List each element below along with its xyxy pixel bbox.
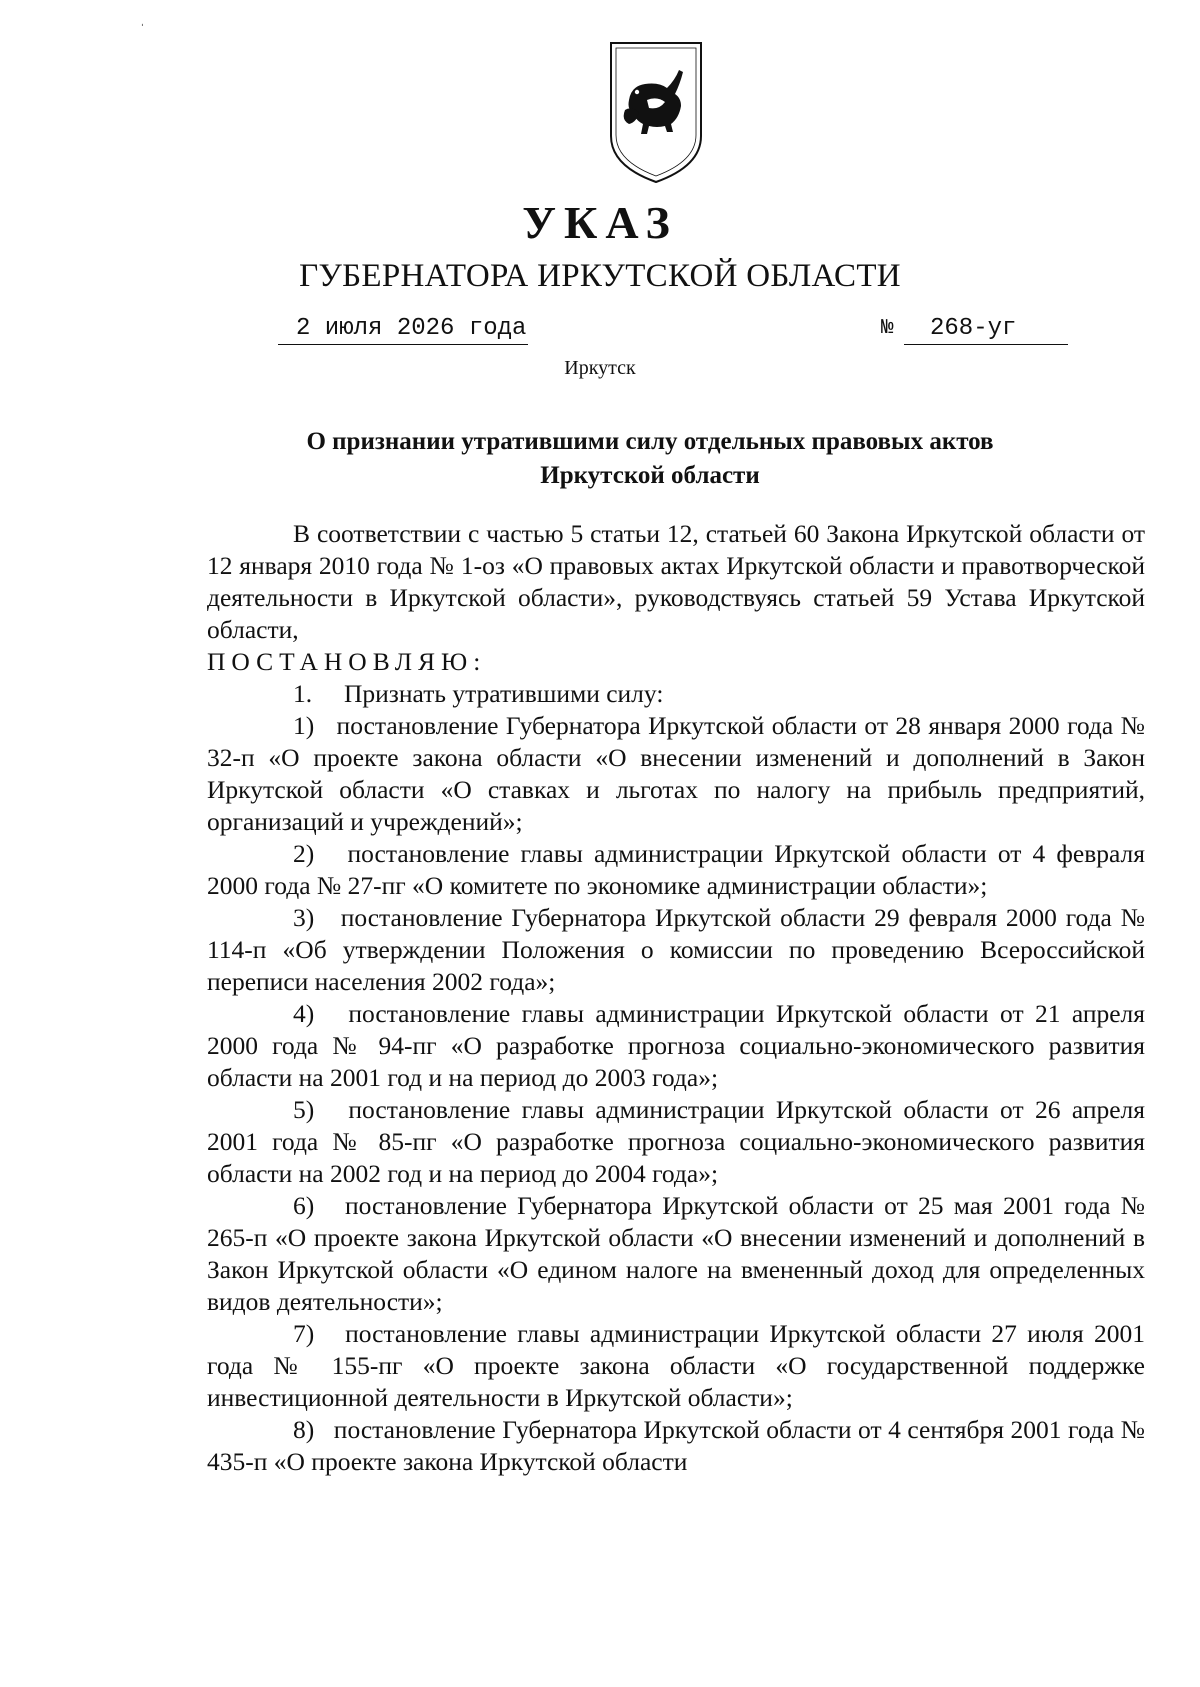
issuer-title: ГУБЕРНАТОРА ИРКУТСКОЙ ОБЛАСТИ [299,258,901,294]
list-item: 6) постановление Губернатора Иркутской области от 25 мая 2001 года № 265-п «О проекте закона Иркутской области «О внесении изменений и дополнений в Закон Иркутской области «О едином налоге на вмененный доход для определенных видов деятельности»; [207,1191,1145,1316]
heading-line: О признании утратившими силу отдельных правовых актов [306,428,994,455]
list-item: 4) постановление главы администрации Иркутской области от 21 апреля 2000 года № 94-пг «О разработке прогноза социально-экономического развития области на 2001 год и на период до 2003 года»; [207,999,1145,1092]
list-item: 8) постановление Губернатора Иркутской области от 4 сентября 2001 года № 435-п «О проекте закона Иркутской области [207,1415,1145,1476]
list-item: 2) постановление главы администрации Иркутской области от 4 февраля 2000 года № 27-пг «О комитете по экономике администрации области»; [207,839,1145,900]
document-title: УКАЗ [522,197,678,248]
document-number: 268-уг [904,314,1068,345]
document-heading [230,425,1070,493]
document-city: Иркутск [564,357,636,379]
document-date: 2 июля 2026 года [278,314,528,345]
list-item: 3) постановление Губернатора Иркутской области 29 февраля 2000 года № 114-п «Об утверждении Положения о комиссии по проведению Всероссийской переписи населения 2002 года»; [207,903,1145,996]
clause-paragraph: 1. Признать утратившими силу: [293,679,664,708]
heading-line: Иркутской области [540,462,760,489]
preamble-paragraph: В соответствии с частью 5 статьи 12, статьей 60 Закона Иркутской области от 12 января 2010 года № 1-оз «О правовых актах Иркутской области и правотворческой деятельности в Иркутской области», руководствуясь статьей 59 Устава Иркутской области, [207,519,1145,644]
list-item: 7) постановление главы администрации Иркутской области 27 июля 2001 года № 155-пг «О проекте закона области «О государственной поддержке инвестиционной деятельности в Иркутской области»; [207,1319,1145,1412]
decree-word: ПОСТАНОВЛЯЮ: [207,647,487,676]
scan-speck: ˌ [140,12,145,27]
list-item: 1) постановление Губернатора Иркутской области от 28 января 2000 года № 32-п «О проекте закона области «О внесении изменений и дополнений в Закон Иркутской области «О ставках и льготах по налогу на прибыль предприятий, организаций и учреждений»; [207,711,1145,836]
number-sign: № [881,317,894,340]
document-body [207,518,1145,1478]
coat-of-arms-icon [607,40,705,186]
list-item: 5) постановление главы администрации Иркутской области от 26 апреля 2001 года № 85-пг «О разработке прогноза социально-экономического развития области на 2002 год и на период до 2004 года»; [207,1095,1145,1188]
